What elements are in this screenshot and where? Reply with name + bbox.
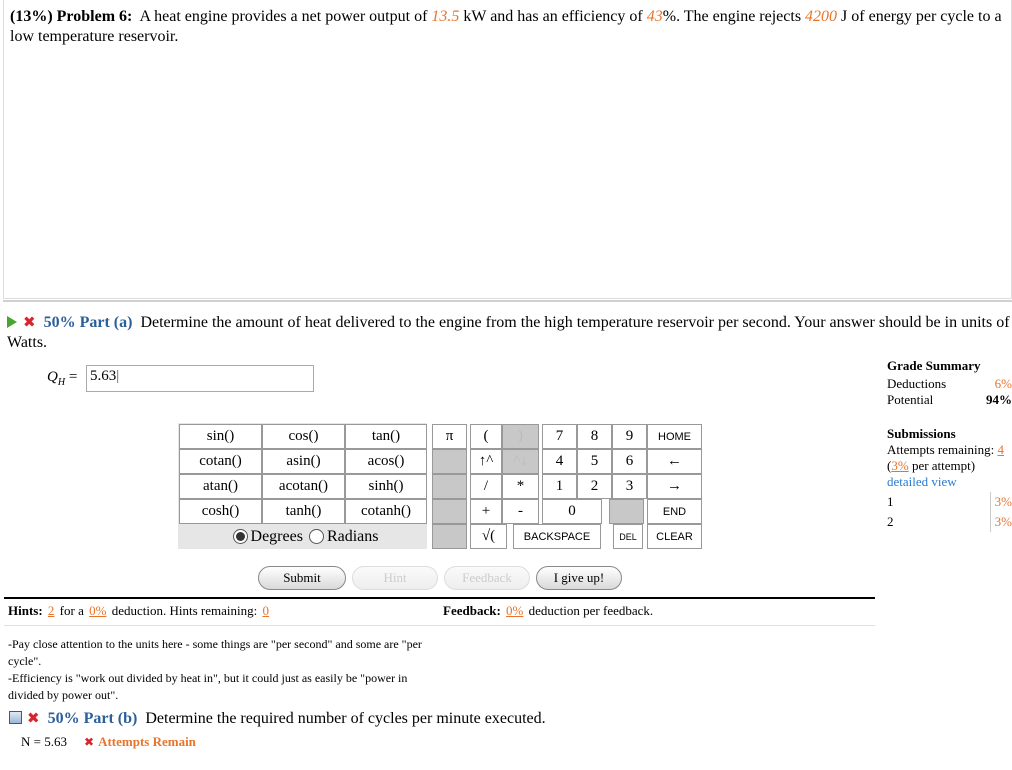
asin-button[interactable]: asin(): [262, 449, 345, 474]
submission-pct: 3%: [990, 492, 1012, 512]
per-attempt-row: [887, 458, 1012, 474]
incorrect-x-icon: ✖: [27, 709, 40, 727]
submissions-title: Submissions: [887, 426, 956, 441]
submission-number: 1: [887, 494, 894, 509]
attempts-remaining-value: 4: [997, 442, 1004, 457]
feedback-button[interactable]: Feedback: [444, 566, 530, 590]
digit-8[interactable]: 8: [577, 424, 612, 449]
hints-label: Hints:: [8, 603, 43, 618]
subscript-button[interactable]: ^↓: [502, 449, 539, 474]
divide-button[interactable]: /: [470, 474, 502, 499]
end-button[interactable]: END: [647, 499, 702, 524]
angle-mode-selector: [178, 524, 427, 549]
detailed-view-link[interactable]: detailed view: [887, 474, 957, 489]
collapse-box-icon[interactable]: [9, 711, 22, 724]
hints-deduction: deduction. Hints remaining:: [111, 603, 258, 618]
cotanh-button[interactable]: cotanh(): [345, 499, 427, 524]
efficiency-value: 43: [646, 8, 663, 25]
digit-6[interactable]: 6: [612, 449, 647, 474]
hints-pct: 0%: [89, 603, 107, 618]
digit-4[interactable]: 4: [542, 449, 577, 474]
radians-label: Radians: [326, 527, 379, 545]
problem-prefix: (13%) Problem 6:: [10, 8, 133, 25]
per-attempt-open: (: [887, 458, 892, 473]
clear-button[interactable]: CLEAR: [647, 524, 702, 549]
feedback-text: deduction per feedback.: [528, 603, 654, 618]
incorrect-x-icon: ✖: [23, 313, 36, 331]
part-a-label: Part (a): [79, 314, 133, 331]
blank-key: [432, 499, 467, 524]
blank-key: [432, 474, 467, 499]
cosh-button[interactable]: cosh(): [179, 499, 262, 524]
hints-remaining: 0: [262, 603, 269, 618]
expand-triangle-icon[interactable]: [7, 316, 17, 328]
sinh-button[interactable]: sinh(): [345, 474, 427, 499]
atan-button[interactable]: atan(): [179, 474, 262, 499]
submission-pct: 3%: [990, 512, 1012, 532]
blank-key: [432, 449, 467, 474]
hints-count: 2: [47, 603, 55, 618]
part-a-header: [7, 312, 1011, 353]
part-b-label: Part (b): [83, 710, 138, 727]
attempts-remain-status: [84, 734, 196, 750]
answer-value: 5.63: [90, 368, 117, 384]
radians-radio[interactable]: [309, 529, 324, 544]
qh-sub: H: [57, 377, 66, 388]
problem-text-4: J of energy per cycle to a low temperature reservoir.: [10, 8, 1002, 45]
delete-button[interactable]: DEL: [613, 524, 643, 549]
qh-variable-label: [47, 369, 77, 388]
give-up-button[interactable]: I give up!: [536, 566, 622, 590]
sqrt-button[interactable]: √(: [470, 524, 507, 549]
power-value: 13.5: [431, 8, 460, 25]
feedback-label: Feedback:: [443, 603, 501, 618]
sin-button[interactable]: sin(): [179, 424, 262, 449]
grade-summary-title: Grade Summary: [887, 358, 981, 373]
answer-input[interactable]: 5.63|: [86, 365, 314, 392]
degrees-radio[interactable]: [233, 529, 248, 544]
part-a-weight: 50%: [43, 314, 76, 331]
hints-list: [8, 636, 436, 704]
deductions-row: [887, 376, 1012, 392]
submission-number: 2: [887, 514, 894, 529]
tanh-button[interactable]: tanh(): [262, 499, 345, 524]
digit-5[interactable]: 5: [577, 449, 612, 474]
hints-separator: [4, 625, 875, 626]
digit-2[interactable]: 2: [577, 474, 612, 499]
digit-7[interactable]: 7: [542, 424, 577, 449]
digit-9[interactable]: 9: [612, 424, 647, 449]
attempts-remaining-label: Attempts remaining:: [887, 442, 995, 457]
grade-summary: [887, 358, 1012, 532]
tan-button[interactable]: tan(): [345, 424, 427, 449]
close-paren-button[interactable]: ): [502, 424, 539, 449]
problem-text-1: A heat engine provides a net power output of: [139, 8, 428, 25]
part-b-answer: N = 5.63: [21, 734, 67, 749]
error-x-icon: ✖: [84, 735, 95, 749]
rejected-heat-value: 4200: [805, 8, 838, 25]
attempts-remain-text: Attempts Remain: [98, 734, 196, 749]
part-b-question: Determine the required number of cycles per minute executed.: [145, 710, 546, 727]
open-paren-button[interactable]: (: [470, 424, 502, 449]
left-arrow-button[interactable]: ←: [647, 449, 702, 474]
digit-1[interactable]: 1: [542, 474, 577, 499]
multiply-button[interactable]: *: [502, 474, 539, 499]
submission-row: [887, 512, 1012, 532]
part-a-question: Determine the amount of heat delivered to the engine from the high temperature reservoir per second. Your answer should be in units of Watts.: [7, 314, 1010, 351]
digit-0[interactable]: 0: [542, 499, 602, 524]
hint-item: -Efficiency is "work out divided by heat in", but it could just as easily be "power in divided by power out".: [8, 671, 408, 702]
submit-button[interactable]: Submit: [258, 566, 346, 590]
hint-item: -Pay close attention to the units here - some things are "per second" and some are "per cycle".: [8, 637, 422, 668]
qh-equals: =: [68, 369, 78, 385]
potential-label: Potential: [887, 392, 934, 407]
per-attempt-pct: 3%: [891, 458, 909, 473]
blank-key: [609, 499, 644, 524]
power-button[interactable]: ↑^: [470, 449, 502, 474]
plus-button[interactable]: +: [470, 499, 502, 524]
submission-row: [887, 492, 1012, 512]
potential-value: 94%: [986, 392, 1012, 407]
feedback-pct: 0%: [506, 603, 524, 618]
blank-key: [432, 524, 467, 549]
hints-header: [8, 603, 271, 619]
cos-button[interactable]: cos(): [262, 424, 345, 449]
per-attempt-text: per attempt): [911, 458, 976, 473]
backspace-button[interactable]: BACKSPACE: [513, 524, 601, 549]
hints-feedback-divider: [4, 597, 875, 599]
pi-button[interactable]: π: [432, 424, 467, 449]
part-b-header: [9, 709, 546, 728]
problem-text-3: %. The engine rejects: [662, 8, 802, 25]
acos-button[interactable]: acos(): [345, 449, 427, 474]
deductions-label: Deductions: [887, 376, 947, 391]
part-a-divider: [3, 300, 1012, 302]
minus-button[interactable]: -: [502, 499, 539, 524]
attempts-remaining-row: [887, 442, 1012, 458]
deductions-value: 6%: [994, 376, 1012, 391]
feedback-header: [443, 603, 653, 619]
qh-var: Q: [47, 369, 58, 385]
problem-text-2: kW and has an efficiency of: [463, 8, 643, 25]
potential-row: [887, 392, 1012, 408]
home-button[interactable]: HOME: [647, 424, 702, 449]
right-arrow-button[interactable]: →: [647, 474, 702, 499]
degrees-label: Degrees: [250, 527, 303, 545]
hint-button[interactable]: Hint: [352, 566, 438, 590]
acotan-button[interactable]: acotan(): [262, 474, 345, 499]
hints-for-a: for a: [59, 603, 84, 618]
digit-3[interactable]: 3: [612, 474, 647, 499]
problem-statement: [3, 0, 1012, 299]
part-b-weight: 50%: [47, 710, 80, 727]
cotan-button[interactable]: cotan(): [179, 449, 262, 474]
